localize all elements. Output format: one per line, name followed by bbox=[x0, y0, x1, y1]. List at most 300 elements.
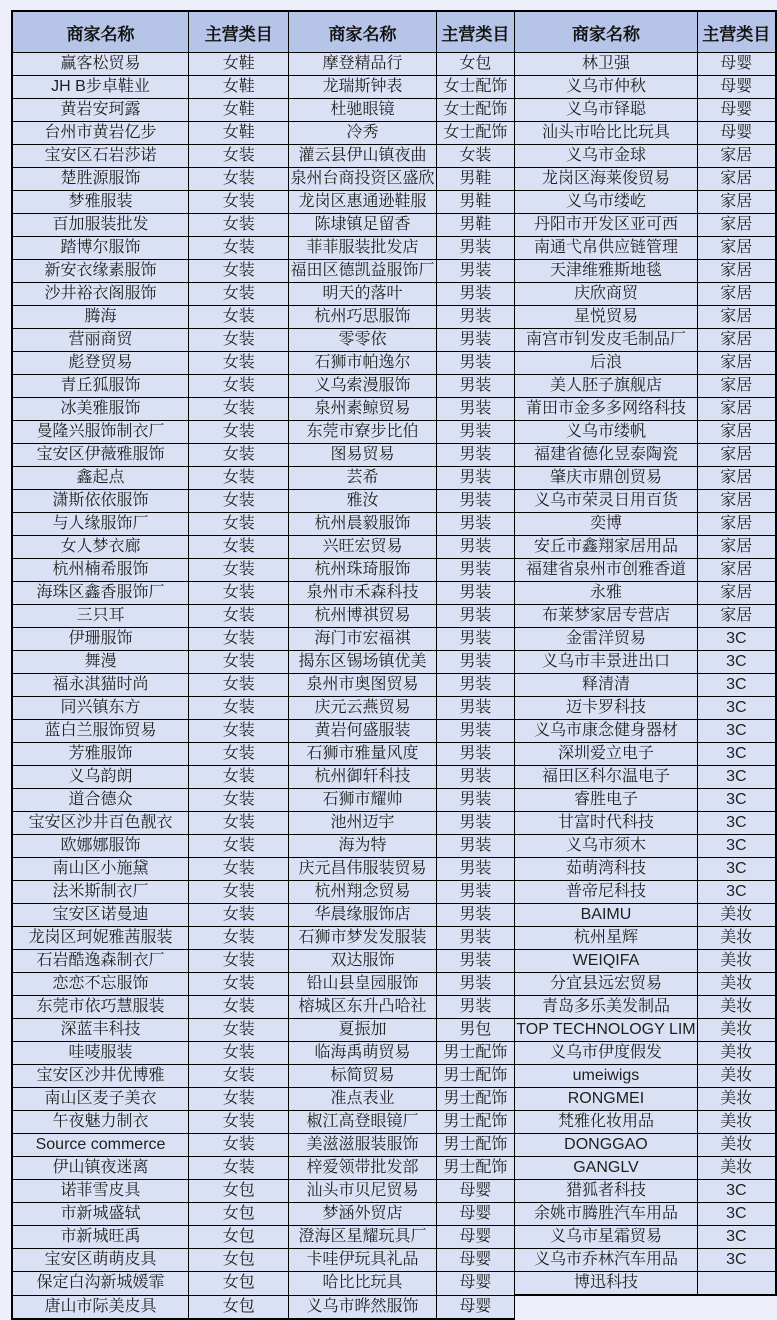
category-cell: 母婴 bbox=[697, 76, 776, 99]
merchant-name-cell: 杭州星辉 bbox=[515, 927, 697, 950]
merchant-name-cell: 池州迈宇 bbox=[289, 812, 436, 835]
merchant-name-cell: 陈埭镇足留香 bbox=[289, 214, 436, 237]
category-cell: 家居 bbox=[697, 490, 776, 513]
merchant-name-cell: RONGMEI bbox=[515, 1088, 697, 1111]
merchant-name-cell: 新安衣缘素服饰 bbox=[12, 260, 189, 283]
table-row bbox=[12, 122, 776, 145]
table-row bbox=[12, 904, 776, 927]
category-cell: 男装 bbox=[436, 559, 515, 582]
category-cell: 女装 bbox=[189, 1065, 289, 1088]
category-cell: 美妆 bbox=[697, 1019, 776, 1042]
category-cell: 家居 bbox=[697, 191, 776, 214]
merchant-name-cell: 丹阳市开发区亚可西 bbox=[515, 214, 697, 237]
category-cell: 女士配饰 bbox=[436, 99, 515, 122]
merchant-name-cell: 茹萌湾科技 bbox=[515, 858, 697, 881]
table-row bbox=[12, 789, 776, 812]
category-cell: 家居 bbox=[697, 375, 776, 398]
table-row bbox=[12, 950, 776, 973]
merchant-name-cell: 临海禹萌贸易 bbox=[289, 1042, 436, 1065]
merchant-name-cell: 楚胜源服饰 bbox=[12, 168, 189, 191]
merchant-name-cell: 杭州晨毅服饰 bbox=[289, 513, 436, 536]
category-cell: 女装 bbox=[189, 881, 289, 904]
category-cell: 3C bbox=[697, 1249, 776, 1272]
table-row bbox=[12, 1295, 776, 1319]
category-cell: 女装 bbox=[189, 927, 289, 950]
merchant-name-cell: 睿胜电子 bbox=[515, 789, 697, 812]
table-row bbox=[12, 352, 776, 375]
category-cell: 3C bbox=[697, 835, 776, 858]
category-cell: 女装 bbox=[189, 1042, 289, 1065]
merchant-name-cell: 深蓝丰科技 bbox=[12, 1019, 189, 1042]
column-header-merchant-name: 商家名称 bbox=[289, 11, 436, 53]
category-cell: 男士配饰 bbox=[436, 1134, 515, 1157]
merchant-name-cell: 唐山市际美皮具 bbox=[12, 1295, 189, 1319]
table-body bbox=[12, 53, 776, 1319]
merchant-name-cell: 义乌市丰景进出口 bbox=[515, 651, 697, 674]
category-cell: 女装 bbox=[189, 628, 289, 651]
column-header-main-category: 主营类目 bbox=[697, 11, 776, 53]
merchant-name-cell: 市新城旺禹 bbox=[12, 1226, 189, 1249]
merchant-name-cell: 庆欣商贸 bbox=[515, 283, 697, 306]
category-cell: 女装 bbox=[189, 1088, 289, 1111]
column-header-merchant-name: 商家名称 bbox=[515, 11, 697, 53]
merchant-name-cell: 舞漫 bbox=[12, 651, 189, 674]
merchant-name-cell: 石狮市雅量风度 bbox=[289, 743, 436, 766]
category-cell: 家居 bbox=[697, 536, 776, 559]
merchant-name-cell: 杭州博祺贸易 bbox=[289, 605, 436, 628]
category-cell: 美妆 bbox=[697, 1111, 776, 1134]
merchant-name-cell: 沙井裕衣阁服饰 bbox=[12, 283, 189, 306]
category-cell: 女装 bbox=[189, 973, 289, 996]
merchant-name-cell: 普帝尼科技 bbox=[515, 881, 697, 904]
merchant-name-cell: 芸希 bbox=[289, 467, 436, 490]
category-cell: 女装 bbox=[189, 651, 289, 674]
category-cell: 女装 bbox=[189, 329, 289, 352]
category-cell: 男装 bbox=[436, 697, 515, 720]
merchant-name-cell: 福建省泉州市创雅香道 bbox=[515, 559, 697, 582]
merchant-name-cell: 芳雅服饰 bbox=[12, 743, 189, 766]
category-cell: 美妆 bbox=[697, 927, 776, 950]
category-cell: 家居 bbox=[697, 605, 776, 628]
category-cell: 女装 bbox=[189, 352, 289, 375]
category-cell: 女装 bbox=[189, 490, 289, 513]
category-cell: 男装 bbox=[436, 927, 515, 950]
table-row bbox=[12, 605, 776, 628]
table-row bbox=[12, 812, 776, 835]
merchant-name-cell: 图易贸易 bbox=[289, 444, 436, 467]
merchant-name-cell: 杭州翔念贸易 bbox=[289, 881, 436, 904]
merchant-name-cell: 金雷洋贸易 bbox=[515, 628, 697, 651]
merchant-name-cell: 龙岗区珂妮雅茜服装 bbox=[12, 927, 189, 950]
merchant-name-cell: 夏振加 bbox=[289, 1019, 436, 1042]
merchant-name-cell: 甘富时代科技 bbox=[515, 812, 697, 835]
category-cell: 女装 bbox=[189, 214, 289, 237]
merchant-name-cell: 杭州御轩科技 bbox=[289, 766, 436, 789]
category-cell: 男装 bbox=[436, 582, 515, 605]
category-cell: 女装 bbox=[189, 375, 289, 398]
merchant-name-cell: 海门市宏福祺 bbox=[289, 628, 436, 651]
header-row bbox=[12, 11, 776, 53]
merchant-name-cell: 义乌市康念健身器材 bbox=[515, 720, 697, 743]
merchant-name-cell: 伊珊服饰 bbox=[12, 628, 189, 651]
merchant-name-cell: 福田区科尔温电子 bbox=[515, 766, 697, 789]
category-cell: 男装 bbox=[436, 766, 515, 789]
merchant-name-cell: Source commerce bbox=[12, 1134, 189, 1157]
category-cell: 男装 bbox=[436, 237, 515, 260]
table-row bbox=[12, 145, 776, 168]
merchant-name-cell: 义乌市铎聪 bbox=[515, 99, 697, 122]
category-cell: 女装 bbox=[189, 536, 289, 559]
category-cell: 女装 bbox=[189, 812, 289, 835]
category-cell: 女装 bbox=[189, 513, 289, 536]
category-cell: 男鞋 bbox=[436, 214, 515, 237]
category-cell: 女士配饰 bbox=[436, 122, 515, 145]
category-cell: 女装 bbox=[189, 858, 289, 881]
merchant-name-cell: 义乌市须木 bbox=[515, 835, 697, 858]
merchant-name-cell: 汕头市哈比比玩具 bbox=[515, 122, 697, 145]
category-cell: 美妆 bbox=[697, 1088, 776, 1111]
category-cell: 女包 bbox=[189, 1180, 289, 1203]
category-cell: 男装 bbox=[436, 789, 515, 812]
merchant-name-cell: 鑫起点 bbox=[12, 467, 189, 490]
category-cell: 美妆 bbox=[697, 1134, 776, 1157]
merchant-name-cell: 汕头市贝尼贸易 bbox=[289, 1180, 436, 1203]
category-cell: 3C bbox=[697, 1203, 776, 1226]
merchant-name-cell: 青岛多乐美发制品 bbox=[515, 996, 697, 1019]
category-cell: 家居 bbox=[697, 214, 776, 237]
category-cell: 家居 bbox=[697, 582, 776, 605]
category-cell: 男装 bbox=[436, 812, 515, 835]
merchant-name-cell: 法米斯制衣厂 bbox=[12, 881, 189, 904]
category-cell: 女装 bbox=[189, 743, 289, 766]
category-cell: 男装 bbox=[436, 605, 515, 628]
merchant-name-cell: 石狮市耀帅 bbox=[289, 789, 436, 812]
merchant-name-cell: 蓝白兰服饰贸易 bbox=[12, 720, 189, 743]
category-cell: 家居 bbox=[697, 237, 776, 260]
category-cell: 女鞋 bbox=[189, 76, 289, 99]
category-cell: 母婴 bbox=[436, 1272, 515, 1296]
merchant-name-cell: 彪登贸易 bbox=[12, 352, 189, 375]
merchant-name-cell: GANGLV bbox=[515, 1157, 697, 1180]
merchant-name-cell: 铅山县皇园服饰 bbox=[289, 973, 436, 996]
merchant-name-cell: 踏博尔服饰 bbox=[12, 237, 189, 260]
category-cell: 女装 bbox=[189, 444, 289, 467]
merchant-name-cell: 南山区小施黛 bbox=[12, 858, 189, 881]
table-row bbox=[12, 398, 776, 421]
merchant-name-cell: 梦涵外贸店 bbox=[289, 1203, 436, 1226]
column-header-merchant-name: 商家名称 bbox=[12, 11, 189, 53]
category-cell: 家居 bbox=[697, 398, 776, 421]
category-cell: 美妆 bbox=[697, 1042, 776, 1065]
category-cell: 家居 bbox=[697, 145, 776, 168]
merchant-name-cell: 杭州楠希服饰 bbox=[12, 559, 189, 582]
category-cell: 男鞋 bbox=[436, 168, 515, 191]
table-row bbox=[12, 260, 776, 283]
merchant-name-cell: 三只耳 bbox=[12, 605, 189, 628]
merchant-name-cell: 迈卡罗科技 bbox=[515, 697, 697, 720]
table-row bbox=[12, 973, 776, 996]
category-cell: 3C bbox=[697, 1180, 776, 1203]
table-row bbox=[12, 444, 776, 467]
table-row bbox=[12, 835, 776, 858]
merchant-name-cell: 美人胚子旗舰店 bbox=[515, 375, 697, 398]
category-cell: 3C bbox=[697, 881, 776, 904]
merchant-name-cell: 义乌市缕屹 bbox=[515, 191, 697, 214]
table-row bbox=[12, 743, 776, 766]
merchant-name-cell: 伊山镇夜迷离 bbox=[12, 1157, 189, 1180]
merchant-name-cell: 星悦贸易 bbox=[515, 306, 697, 329]
category-cell: 女装 bbox=[436, 145, 515, 168]
merchant-name-cell: 猎狐者科技 bbox=[515, 1180, 697, 1203]
merchant-name-cell: 庆元昌伟服装贸易 bbox=[289, 858, 436, 881]
category-cell: 女包 bbox=[189, 1295, 289, 1319]
table-row bbox=[12, 651, 776, 674]
column-header-main-category: 主营类目 bbox=[436, 11, 515, 53]
category-cell: 女装 bbox=[189, 720, 289, 743]
category-cell: 3C bbox=[697, 766, 776, 789]
merchant-name-cell: 永雅 bbox=[515, 582, 697, 605]
category-cell: 男装 bbox=[436, 950, 515, 973]
merchant-name-cell: 福永淇猫时尚 bbox=[12, 674, 189, 697]
category-cell: 女装 bbox=[189, 467, 289, 490]
merchant-name-cell: 美滋滋服装服饰 bbox=[289, 1134, 436, 1157]
category-cell: 家居 bbox=[697, 306, 776, 329]
category-cell: 男士配饰 bbox=[436, 1065, 515, 1088]
table-row bbox=[12, 628, 776, 651]
table-row bbox=[12, 421, 776, 444]
merchant-name-cell: 海为特 bbox=[289, 835, 436, 858]
category-cell: 女装 bbox=[189, 582, 289, 605]
merchant-name-cell: 摩登精品行 bbox=[289, 53, 436, 76]
category-cell: 女装 bbox=[189, 145, 289, 168]
category-cell: 男装 bbox=[436, 421, 515, 444]
category-cell: 3C bbox=[697, 674, 776, 697]
merchant-name-cell: 庆元云燕贸易 bbox=[289, 697, 436, 720]
merchant-name-cell: 龙岗区惠通逊鞋服 bbox=[289, 191, 436, 214]
merchant-name-cell: 深圳爱立电子 bbox=[515, 743, 697, 766]
merchant-name-cell: 石岩酷逸森制衣厂 bbox=[12, 950, 189, 973]
merchant-name-cell: 义乌索漫服饰 bbox=[289, 375, 436, 398]
merchant-category-table bbox=[11, 10, 777, 1320]
category-cell: 母婴 bbox=[436, 1226, 515, 1249]
category-cell: 女包 bbox=[189, 1272, 289, 1296]
merchant-name-cell: 义乌市伊度假发 bbox=[515, 1042, 697, 1065]
table-row bbox=[12, 1226, 776, 1249]
category-cell: 女装 bbox=[189, 697, 289, 720]
table-row bbox=[12, 1249, 776, 1272]
table-row bbox=[12, 1111, 776, 1134]
table-row bbox=[12, 996, 776, 1019]
merchant-name-cell: 澄海区星耀玩具厂 bbox=[289, 1226, 436, 1249]
category-cell: 男装 bbox=[436, 973, 515, 996]
merchant-name-cell: 宝安区诺曼迪 bbox=[12, 904, 189, 927]
category-cell: 男装 bbox=[436, 651, 515, 674]
category-cell: 3C bbox=[697, 697, 776, 720]
category-cell: 母婴 bbox=[697, 99, 776, 122]
merchant-name-cell: 义乌市缕帆 bbox=[515, 421, 697, 444]
merchant-name-cell: 营丽商贸 bbox=[12, 329, 189, 352]
category-cell: 家居 bbox=[697, 168, 776, 191]
merchant-name-cell: 义乌市荣灵日用百货 bbox=[515, 490, 697, 513]
category-cell: 女装 bbox=[189, 398, 289, 421]
table-row bbox=[12, 1272, 776, 1296]
merchant-name-cell: 宝安区沙井优博雅 bbox=[12, 1065, 189, 1088]
category-cell: 美妆 bbox=[697, 996, 776, 1019]
merchant-name-cell: 东莞市寮步比伯 bbox=[289, 421, 436, 444]
category-cell: 男装 bbox=[436, 329, 515, 352]
merchant-name-cell: 肇庆市鼎创贸易 bbox=[515, 467, 697, 490]
merchant-name-cell: WEIQIFA bbox=[515, 950, 697, 973]
merchant-name-cell: 博迅科技 bbox=[515, 1272, 697, 1296]
category-cell: 女包 bbox=[436, 53, 515, 76]
category-cell: 男装 bbox=[436, 536, 515, 559]
category-cell: 男装 bbox=[436, 881, 515, 904]
table-row bbox=[12, 191, 776, 214]
category-cell: 女包 bbox=[189, 1226, 289, 1249]
merchant-name-cell: 潇斯依依服饰 bbox=[12, 490, 189, 513]
category-cell: 女装 bbox=[189, 950, 289, 973]
merchant-name-cell: 奕博 bbox=[515, 513, 697, 536]
table-row bbox=[12, 1203, 776, 1226]
merchant-name-cell: 菲菲服装批发店 bbox=[289, 237, 436, 260]
category-cell: 家居 bbox=[697, 421, 776, 444]
merchant-name-cell: 泉州素鲸贸易 bbox=[289, 398, 436, 421]
table-row bbox=[12, 76, 776, 99]
merchant-name-cell: 台州市黄岩亿步 bbox=[12, 122, 189, 145]
category-cell: 男装 bbox=[436, 444, 515, 467]
table-row bbox=[12, 858, 776, 881]
merchant-name-cell: 同兴镇东方 bbox=[12, 697, 189, 720]
category-cell: 3C bbox=[697, 720, 776, 743]
merchant-name-cell: 义乌韵朗 bbox=[12, 766, 189, 789]
merchant-name-cell: 宝安区沙井百色靓衣 bbox=[12, 812, 189, 835]
merchant-name-cell: 福建省德化昱泰陶瓷 bbox=[515, 444, 697, 467]
category-cell: 男士配饰 bbox=[436, 1042, 515, 1065]
category-cell: 男装 bbox=[436, 260, 515, 283]
category-cell: 男士配饰 bbox=[436, 1088, 515, 1111]
category-cell: 男装 bbox=[436, 743, 515, 766]
category-cell: 女装 bbox=[189, 1157, 289, 1180]
category-cell: 男装 bbox=[436, 352, 515, 375]
category-cell: 母婴 bbox=[436, 1180, 515, 1203]
category-cell: 家居 bbox=[697, 352, 776, 375]
category-cell: 女装 bbox=[189, 1111, 289, 1134]
merchant-name-cell: 腾海 bbox=[12, 306, 189, 329]
category-cell: 男装 bbox=[436, 467, 515, 490]
merchant-name-cell: 市新城盛轼 bbox=[12, 1203, 189, 1226]
category-cell: 家居 bbox=[697, 559, 776, 582]
category-cell: 男士配饰 bbox=[436, 1111, 515, 1134]
table-row bbox=[12, 881, 776, 904]
merchant-name-cell: 义乌市乔林汽车用品 bbox=[515, 1249, 697, 1272]
merchant-name-cell: BAIMU bbox=[515, 904, 697, 927]
category-cell: 女装 bbox=[189, 191, 289, 214]
merchant-name-cell: 冰美雅服饰 bbox=[12, 398, 189, 421]
category-cell: 女装 bbox=[189, 1134, 289, 1157]
merchant-name-cell: 后浪 bbox=[515, 352, 697, 375]
table-row bbox=[12, 1065, 776, 1088]
category-cell: 家居 bbox=[697, 467, 776, 490]
merchant-name-cell: 道合德众 bbox=[12, 789, 189, 812]
category-cell: 男装 bbox=[436, 398, 515, 421]
category-cell: 女装 bbox=[189, 237, 289, 260]
category-cell: 3C bbox=[697, 628, 776, 651]
merchant-name-cell: 午夜魅力制衣 bbox=[12, 1111, 189, 1134]
category-cell: 女装 bbox=[189, 789, 289, 812]
table-row bbox=[12, 467, 776, 490]
category-cell: 美妆 bbox=[697, 1157, 776, 1180]
merchant-name-cell: 华晨缘服饰店 bbox=[289, 904, 436, 927]
merchant-name-cell: 福田区德凯益服饰厂 bbox=[289, 260, 436, 283]
merchant-name-cell: 宝安区伊薇雅服饰 bbox=[12, 444, 189, 467]
category-cell: 男装 bbox=[436, 283, 515, 306]
merchant-name-cell: 义乌市星霜贸易 bbox=[515, 1226, 697, 1249]
table-row bbox=[12, 53, 776, 76]
merchant-name-cell: 女人梦衣廊 bbox=[12, 536, 189, 559]
table-row bbox=[12, 375, 776, 398]
category-cell: 美妆 bbox=[697, 973, 776, 996]
category-cell: 男装 bbox=[436, 996, 515, 1019]
category-cell: 母婴 bbox=[436, 1203, 515, 1226]
merchant-name-cell: 哈比比玩具 bbox=[289, 1272, 436, 1296]
category-cell: 家居 bbox=[697, 283, 776, 306]
table-row bbox=[12, 1180, 776, 1203]
merchant-name-cell: 与人缘服饰厂 bbox=[12, 513, 189, 536]
category-cell: 女装 bbox=[189, 674, 289, 697]
merchant-name-cell: 椒江高登眼镜厂 bbox=[289, 1111, 436, 1134]
merchant-name-cell: 雅汝 bbox=[289, 490, 436, 513]
table-row bbox=[12, 513, 776, 536]
merchant-name-cell: JH B步卓鞋业 bbox=[12, 76, 189, 99]
category-cell: 女装 bbox=[189, 835, 289, 858]
merchant-name-cell: 布莱梦家居专营店 bbox=[515, 605, 697, 628]
merchant-name-cell: 冷秀 bbox=[289, 122, 436, 145]
category-cell: 男装 bbox=[436, 513, 515, 536]
category-cell: 男装 bbox=[436, 720, 515, 743]
table-row bbox=[12, 283, 776, 306]
merchant-name-cell: 标简贸易 bbox=[289, 1065, 436, 1088]
merchant-name-cell: 零零依 bbox=[289, 329, 436, 352]
table-row bbox=[12, 720, 776, 743]
merchant-name-cell: 诺菲雪皮具 bbox=[12, 1180, 189, 1203]
table-row bbox=[12, 766, 776, 789]
merchant-name-cell: 龙岗区海莱俊贸易 bbox=[515, 168, 697, 191]
merchant-name-cell: 哇唛服装 bbox=[12, 1042, 189, 1065]
category-cell: 3C bbox=[697, 1226, 776, 1249]
table-row bbox=[12, 168, 776, 191]
category-cell: 女装 bbox=[189, 559, 289, 582]
category-cell: 3C bbox=[697, 789, 776, 812]
category-cell: 美妆 bbox=[697, 904, 776, 927]
merchant-name-cell: TOP TECHNOLOGY LIM bbox=[515, 1019, 697, 1042]
merchant-name-cell: 灌云县伊山镇夜曲 bbox=[289, 145, 436, 168]
category-cell: 3C bbox=[697, 812, 776, 835]
category-cell: 女装 bbox=[189, 283, 289, 306]
table-row bbox=[12, 214, 776, 237]
category-cell: 男包 bbox=[436, 1019, 515, 1042]
category-cell: 女包 bbox=[189, 1203, 289, 1226]
category-cell: 男装 bbox=[436, 904, 515, 927]
table-row bbox=[12, 490, 776, 513]
table-row bbox=[12, 559, 776, 582]
table-row bbox=[12, 674, 776, 697]
empty-region bbox=[515, 1295, 697, 1319]
category-cell: 女装 bbox=[189, 168, 289, 191]
merchant-name-cell: DONGGAO bbox=[515, 1134, 697, 1157]
table-row bbox=[12, 536, 776, 559]
category-cell: 美妆 bbox=[697, 950, 776, 973]
merchant-name-cell: 杭州珠琦服饰 bbox=[289, 559, 436, 582]
